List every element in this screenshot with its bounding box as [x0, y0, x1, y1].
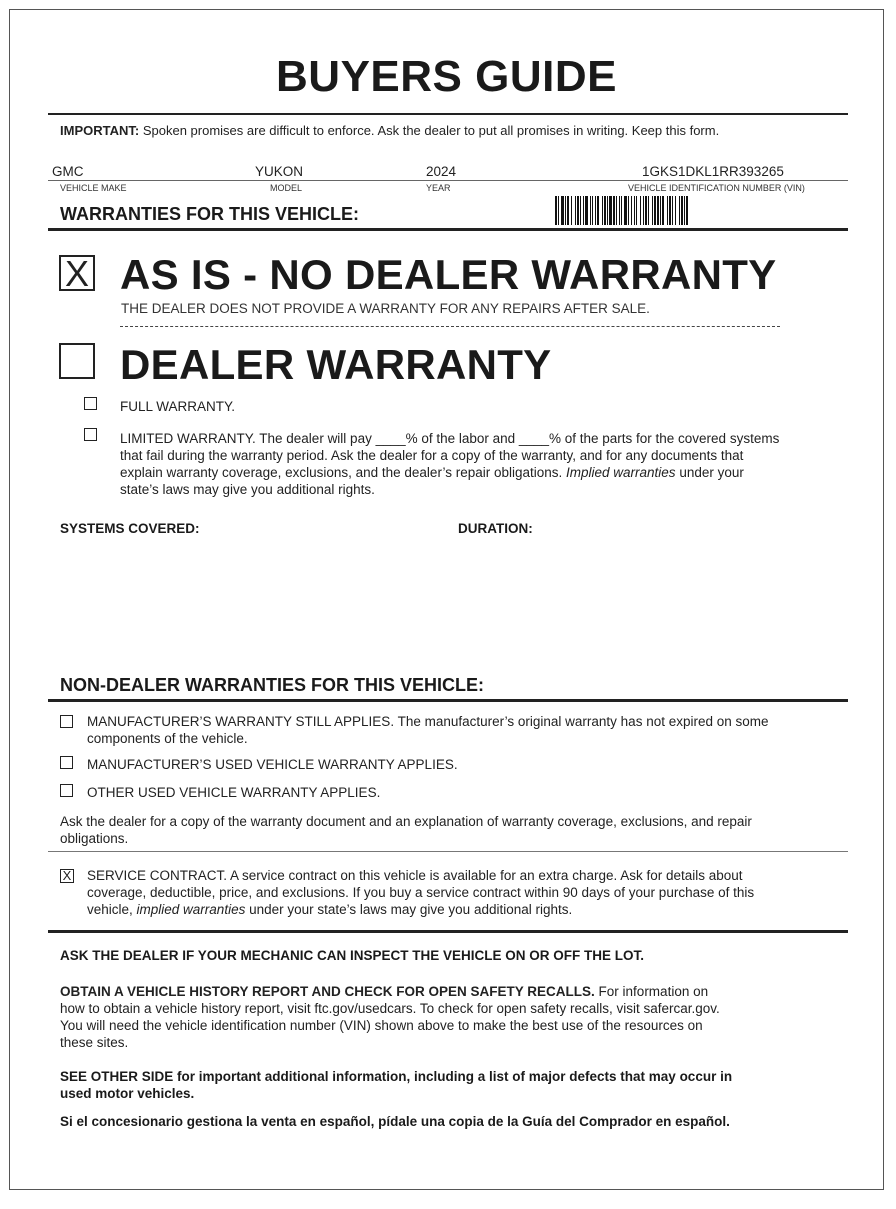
service-contract-checkbox[interactable] [60, 869, 74, 883]
vehicle-underline [48, 180, 848, 181]
form-title: BUYERS GUIDE [276, 52, 617, 101]
warranties-heading: WARRANTIES FOR THIS VEHICLE: [60, 204, 360, 224]
vehicle-model-value: YUKON [255, 164, 304, 179]
warranty-document-note [60, 813, 752, 847]
text-line: components of the vehicle. [87, 731, 248, 746]
other-side-notice [60, 1068, 732, 1102]
divider [48, 113, 848, 115]
text-line [87, 901, 754, 918]
implied-warranties-italic: Implied warranties [566, 465, 676, 480]
limited-line [120, 464, 779, 481]
vin-barcode [555, 196, 833, 225]
manufacturer-warranty-text [87, 713, 769, 747]
limited-warranty-checkbox[interactable] [84, 428, 97, 441]
important-text: Spoken promises are difficult to enforce. Ask the dealer to put all promises in writing. Keep this form. [142, 123, 720, 138]
important-label: IMPORTANT: [60, 123, 140, 138]
divider [48, 699, 848, 702]
full-warranty-label: FULL WARRANTY. [120, 399, 236, 414]
other-used-warranty-checkbox[interactable] [60, 784, 73, 797]
limited-line: state’s laws may give you additional rights. [120, 482, 375, 497]
text-part: For information on [594, 984, 709, 999]
divider [48, 930, 848, 933]
as-is-checkbox[interactable] [59, 253, 95, 294]
vehicle-year-label: YEAR [426, 183, 451, 193]
dealer-warranty-title: DEALER WARRANTY [120, 341, 552, 388]
limited-line-part: under your [675, 465, 744, 480]
limited-line-part: explain warranty coverage, exclusions, and the dealer’s repair obligations. [120, 465, 567, 480]
service-contract-check-mark: X [62, 868, 72, 883]
text-line [60, 983, 720, 1000]
as-is-check-mark: X [64, 253, 89, 294]
text-line: how to obtain a vehicle history report, visit ftc.gov/usedcars. To check for open safety recalls, visit safercar.gov. [60, 1001, 720, 1016]
text-line: coverage, deductible, price, and exclusions. If you buy a service contract within 90 days of your purchase of this [87, 885, 755, 900]
limited-line: LIMITED WARRANTY. The dealer will pay ____% of the labor and ____% of the parts for the covered systems [120, 431, 780, 446]
limited-warranty-text [120, 430, 779, 498]
vehicle-year-value: 2024 [426, 164, 457, 179]
barcode-bar [688, 196, 689, 225]
full-warranty-checkbox[interactable] [84, 397, 97, 410]
divider [48, 228, 848, 231]
text-line: Ask the dealer for a copy of the warranty document and an explanation of warranty coverage, exclusions, and repair [60, 814, 752, 829]
inspect-notice: ASK THE DEALER IF YOUR MECHANIC CAN INSPECT THE VEHICLE ON OR OFF THE LOT. [60, 948, 645, 963]
vehicle-make-label: VEHICLE MAKE [60, 183, 127, 193]
divider [48, 851, 848, 852]
spanish-notice: Si el concesionario gestiona la venta en español, pídale una copia de la Guía del Comprador en español. [60, 1114, 730, 1129]
vehicle-make-value: GMC [52, 164, 84, 179]
non-dealer-heading: NON-DEALER WARRANTIES FOR THIS VEHICLE: [60, 675, 485, 695]
text-line: obligations. [60, 831, 129, 846]
important-notice [60, 123, 719, 138]
vehicle-vin-label: VEHICLE IDENTIFICATION NUMBER (VIN) [628, 183, 805, 193]
systems-covered-label: SYSTEMS COVERED: [60, 521, 200, 536]
history-bold: OBTAIN A VEHICLE HISTORY REPORT AND CHECK FOR OPEN SAFETY RECALLS. [60, 984, 595, 999]
as-is-title: AS IS - NO DEALER WARRANTY [120, 251, 777, 298]
limited-line: that fail during the warranty period. Ask the dealer for a copy of the warranty, and for any documents that [120, 448, 744, 463]
vehicle-model-label: MODEL [270, 183, 303, 193]
manufacturer-used-warranty-checkbox[interactable] [60, 756, 73, 769]
text-line: SEE OTHER SIDE for important additional information, including a list of major defects that may occur in [60, 1069, 733, 1084]
text-part: vehicle, [87, 902, 137, 917]
text-line: used motor vehicles. [60, 1086, 195, 1101]
dashed-divider [120, 326, 780, 327]
manufacturer-used-warranty-label: MANUFACTURER’S USED VEHICLE WARRANTY APPLIES. [87, 757, 458, 772]
duration-label: DURATION: [458, 521, 533, 536]
service-contract-text [87, 867, 754, 918]
implied-warranties-italic: implied warranties [136, 902, 246, 917]
history-report-notice [60, 983, 720, 1051]
text-line: You will need the vehicle identification number (VIN) shown above to make the best use of the resources on [60, 1018, 703, 1033]
vehicle-vin-value: 1GKS1DKL1RR393265 [642, 164, 784, 179]
other-used-warranty-label: OTHER USED VEHICLE WARRANTY APPLIES. [87, 785, 381, 800]
as-is-subtitle: THE DEALER DOES NOT PROVIDE A WARRANTY FOR ANY REPAIRS AFTER SALE. [121, 301, 650, 316]
text-line: SERVICE CONTRACT. A service contract on this vehicle is available for an extra charge. Ask for details about [87, 868, 743, 883]
dealer-warranty-checkbox[interactable] [59, 343, 95, 379]
manufacturer-warranty-checkbox[interactable] [60, 715, 73, 728]
text-line: these sites. [60, 1035, 129, 1050]
text-part: under your state’s laws may give you additional rights. [245, 902, 573, 917]
text-line: MANUFACTURER’S WARRANTY STILL APPLIES. The manufacturer’s original warranty has not expired on some [87, 714, 769, 729]
buyers-guide-form [9, 9, 884, 1190]
